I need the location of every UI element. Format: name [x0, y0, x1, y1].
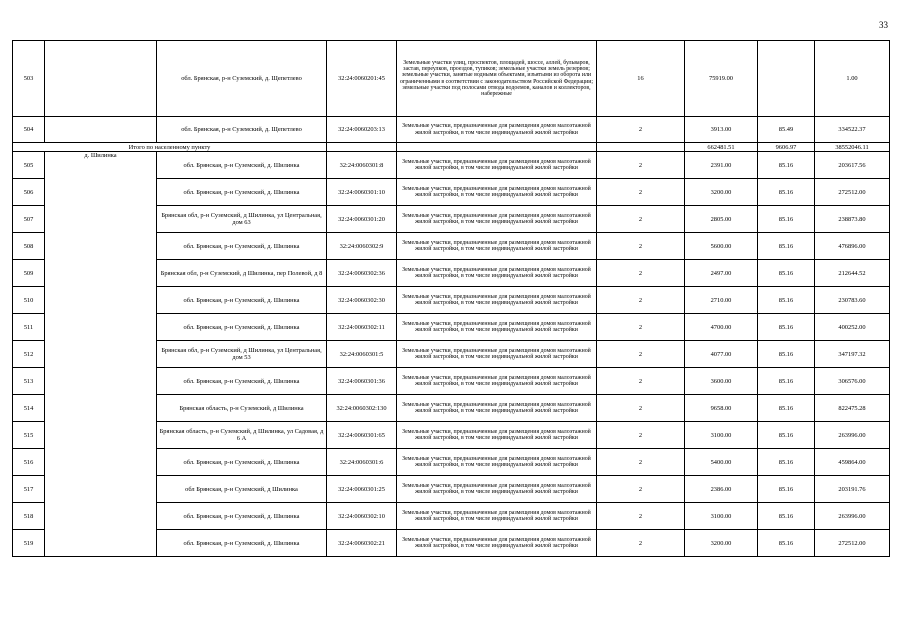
use-group: 2: [597, 206, 685, 233]
area-value: 4700.00: [685, 314, 758, 341]
address-cell: Брянская обл, р-н Суземский, д Шилинка, ул Центральная, дом 63: [157, 206, 327, 233]
specific-value: 85.16: [758, 341, 815, 368]
specific-value: 85.16: [758, 314, 815, 341]
address-cell: обл. Брянская, р-н Суземский, д. Щепетлево: [157, 117, 327, 143]
row-number: 503: [13, 41, 45, 117]
land-use-purpose: Земельные участки, предназначенные для размещения домов малоэтажной жилой застройки, в том числе индивидуальной жилой застройки: [397, 476, 597, 503]
address-cell: обл. Брянская, р-н Суземский, д. Шилинка: [157, 314, 327, 341]
settlement-cell: [45, 41, 157, 117]
specific-value: 85.16: [758, 152, 815, 179]
row-number: 508: [13, 233, 45, 260]
area-value: 5400.00: [685, 449, 758, 476]
land-use-purpose: Земельные участки, предназначенные для размещения домов малоэтажной жилой застройки, в том числе индивидуальной жилой застройки: [397, 206, 597, 233]
use-group: 2: [597, 117, 685, 143]
land-use-purpose: Земельные участки, предназначенные для размещения домов малоэтажной жилой застройки, в том числе индивидуальной жилой застройки: [397, 530, 597, 557]
total-empty: [397, 143, 597, 152]
cadastral-value: 306576.00: [815, 368, 890, 395]
land-use-purpose: Земельные участки, предназначенные для размещения домов малоэтажной жилой застройки, в том числе индивидуальной жилой застройки: [397, 422, 597, 449]
specific-value: 85.16: [758, 476, 815, 503]
area-value: 75919.00: [685, 41, 758, 117]
row-number: 505: [13, 152, 45, 179]
cadastral-value: 230783.60: [815, 287, 890, 314]
area-value: 4077.00: [685, 341, 758, 368]
area-value: 3100.00: [685, 422, 758, 449]
address-cell: обл. Брянская, р-н Суземский, д. Шилинка: [157, 503, 327, 530]
specific-value: 85.16: [758, 422, 815, 449]
cadastral-value: 272512.00: [815, 179, 890, 206]
total-area: 662481.51: [685, 143, 758, 152]
use-group: 2: [597, 503, 685, 530]
cadastral-value: 263996.00: [815, 422, 890, 449]
specific-value: 85.16: [758, 449, 815, 476]
land-use-purpose: Земельные участки, предназначенные для размещения домов малоэтажной жилой застройки, в том числе индивидуальной жилой застройки: [397, 341, 597, 368]
cadastral-value: 203191.76: [815, 476, 890, 503]
specific-value: 85.49: [758, 117, 815, 143]
address-cell: обл. Брянская, р-н Суземский, д. Шилинка: [157, 530, 327, 557]
row-number: 519: [13, 530, 45, 557]
settlement-cell: [45, 117, 157, 143]
row-number: 509: [13, 260, 45, 287]
area-value: 9658.00: [685, 395, 758, 422]
land-use-purpose: Земельные участки, предназначенные для размещения домов малоэтажной жилой застройки, в том числе индивидуальной жилой застройки: [397, 179, 597, 206]
total-value: 38552046.11: [815, 143, 890, 152]
cadastral-number: 32:24:0060302:36: [327, 260, 397, 287]
cadastral-number: 32:24:0060301:10: [327, 179, 397, 206]
address-cell: обл. Брянская, р-н Суземский, д. Шилинка: [157, 179, 327, 206]
table-row: [13, 152, 890, 179]
row-number: 514: [13, 395, 45, 422]
row-number: 512: [13, 341, 45, 368]
specific-value: 85.16: [758, 395, 815, 422]
page-number: 33: [879, 20, 888, 30]
total-label: Итого по населенному пункту: [13, 143, 327, 152]
row-number: 518: [13, 503, 45, 530]
address-cell: обл. Брянская, р-н Суземский, д. Шилинка: [157, 233, 327, 260]
cadastral-number: 32:24:0060203:13: [327, 117, 397, 143]
use-group: 2: [597, 179, 685, 206]
specific-value: 85.16: [758, 206, 815, 233]
cadastral-number: 32:24:0060302:21: [327, 530, 397, 557]
total-empty: [597, 143, 685, 152]
address-cell: обл. Брянская, р-н Суземский, д. Шилинка: [157, 368, 327, 395]
address-cell: Брянская обл, р-н Суземский, д Шилинка, пер Полевой, д 8: [157, 260, 327, 287]
cadastral-number: 32:24:0060301:5: [327, 341, 397, 368]
specific-value: 85.16: [758, 287, 815, 314]
cadastral-number: 32:24:0060301:65: [327, 422, 397, 449]
address-cell: Брянская обл, р-н Суземский, д Шилинка, ул Центральная, дом 53: [157, 341, 327, 368]
land-use-purpose: Земельные участки, предназначенные для размещения домов малоэтажной жилой застройки, в том числе индивидуальной жилой застройки: [397, 260, 597, 287]
cadastral-value: 272512.00: [815, 530, 890, 557]
area-value: 2710.00: [685, 287, 758, 314]
cadastral-number: 32:24:0060302:10: [327, 503, 397, 530]
use-group: 2: [597, 233, 685, 260]
use-group: 2: [597, 260, 685, 287]
row-number: 506: [13, 179, 45, 206]
row-number: 511: [13, 314, 45, 341]
cadastral-number: 32:24:0060302:30: [327, 287, 397, 314]
land-use-purpose: Земельные участки, предназначенные для размещения домов малоэтажной жилой застройки, в том числе индивидуальной жилой застройки: [397, 287, 597, 314]
cadastral-number: 32:24:0060301:8: [327, 152, 397, 179]
area-value: 3600.00: [685, 368, 758, 395]
use-group: 2: [597, 341, 685, 368]
use-group: 2: [597, 314, 685, 341]
cadastral-value: 263996.00: [815, 503, 890, 530]
cadastral-value-table: [12, 40, 890, 557]
row-number: 516: [13, 449, 45, 476]
row-number: 510: [13, 287, 45, 314]
area-value: 2391.00: [685, 152, 758, 179]
row-number: 507: [13, 206, 45, 233]
land-use-purpose: Земельные участки улиц, проспектов, площадей, шоссе, аллей, бульваров, застав, переулков, проездов, тупиков; земельные участки земель резервов; земельные участки, занятые водными объектами, изъятыми из оборота или ограниченными в соответствии с законодательством Российской Федерации; земельные участки под полосами отвода водоемов, каналов и коллекторов, набережные: [397, 41, 597, 117]
land-use-purpose: Земельные участки, предназначенные для размещения домов малоэтажной жилой застройки, в том числе индивидуальной жилой застройки: [397, 395, 597, 422]
land-use-purpose: Земельные участки, предназначенные для размещения домов малоэтажной жилой застройки, в том числе индивидуальной жилой застройки: [397, 503, 597, 530]
address-cell: Брянская область, р-н Суземский, д Шилинка, ул Садовая, д 6 А: [157, 422, 327, 449]
land-use-purpose: Земельные участки, предназначенные для размещения домов малоэтажной жилой застройки, в том числе индивидуальной жилой застройки: [397, 449, 597, 476]
land-use-purpose: Земельные участки, предназначенные для размещения домов малоэтажной жилой застройки, в том числе индивидуальной жилой застройки: [397, 368, 597, 395]
cadastral-value: 334522.37: [815, 117, 890, 143]
area-value: 3100.00: [685, 503, 758, 530]
row-number: 513: [13, 368, 45, 395]
specific-value: 85.16: [758, 233, 815, 260]
use-group: 2: [597, 422, 685, 449]
cadastral-value: 400252.00: [815, 314, 890, 341]
specific-value: [758, 41, 815, 117]
row-number: 517: [13, 476, 45, 503]
address-cell: обл. Брянская, р-н Суземский, д. Щепетлево: [157, 41, 327, 117]
cadastral-value: 822475.28: [815, 395, 890, 422]
cadastral-number: 32:24:0060301:6: [327, 449, 397, 476]
cadastral-number: 32:24:0060302:11: [327, 314, 397, 341]
land-use-purpose: Земельные участки, предназначенные для размещения домов малоэтажной жилой застройки, в том числе индивидуальной жилой застройки: [397, 117, 597, 143]
area-value: 2805.00: [685, 206, 758, 233]
area-value: 2497.00: [685, 260, 758, 287]
cadastral-value: 238873.80: [815, 206, 890, 233]
total-rate: 9606.97: [758, 143, 815, 152]
cadastral-number: 32:24:0060302:130: [327, 395, 397, 422]
specific-value: 85.16: [758, 503, 815, 530]
cadastral-number: 32:24:0060301:36: [327, 368, 397, 395]
address-cell: обл. Брянская, р-н Суземский, д. Шилинка: [157, 449, 327, 476]
use-group: 2: [597, 530, 685, 557]
settlement-rows: [13, 152, 890, 557]
table-row: [13, 117, 890, 143]
area-value: 3913.00: [685, 117, 758, 143]
row-number: 515: [13, 422, 45, 449]
specific-value: 85.16: [758, 530, 815, 557]
use-group: 2: [597, 449, 685, 476]
specific-value: 85.16: [758, 368, 815, 395]
area-value: 3200.00: [685, 530, 758, 557]
use-group: 2: [597, 368, 685, 395]
specific-value: 85.16: [758, 260, 815, 287]
address-cell: обл. Брянская, р-н Суземский, д. Шилинка: [157, 152, 327, 179]
cadastral-number: 32:24:0060302:9: [327, 233, 397, 260]
area-value: 5600.00: [685, 233, 758, 260]
land-use-purpose: Земельные участки, предназначенные для размещения домов малоэтажной жилой застройки, в том числе индивидуальной жилой застройки: [397, 152, 597, 179]
cadastral-value: 476896.00: [815, 233, 890, 260]
cadastral-value: 1.00: [815, 41, 890, 117]
total-row: [13, 143, 890, 152]
land-use-purpose: Земельные участки, предназначенные для размещения домов малоэтажной жилой застройки, в том числе индивидуальной жилой застройки: [397, 233, 597, 260]
use-group: 2: [597, 152, 685, 179]
settlement-name: д. Шилинка: [45, 152, 157, 557]
land-use-purpose: Земельные участки, предназначенные для размещения домов малоэтажной жилой застройки, в том числе индивидуальной жилой застройки: [397, 314, 597, 341]
table-row: [13, 41, 890, 117]
address-cell: обл. Брянская, р-н Суземский, д. Шилинка: [157, 287, 327, 314]
cadastral-number: 32:24:0060301:25: [327, 476, 397, 503]
area-value: 3200.00: [685, 179, 758, 206]
address-cell: Брянская область, р-н Суземский, д Шилинка: [157, 395, 327, 422]
address-cell: обл Брянская, р-н Суземский, д Шилинка: [157, 476, 327, 503]
use-group: 2: [597, 287, 685, 314]
cadastral-value: 347197.32: [815, 341, 890, 368]
total-empty: [327, 143, 397, 152]
cadastral-value: 212644.52: [815, 260, 890, 287]
row-number: 504: [13, 117, 45, 143]
use-group: 16: [597, 41, 685, 117]
use-group: 2: [597, 476, 685, 503]
specific-value: 85.16: [758, 179, 815, 206]
cadastral-number: 32:24:0060301:20: [327, 206, 397, 233]
cadastral-number: 32:24:0060201:45: [327, 41, 397, 117]
area-value: 2386.00: [685, 476, 758, 503]
cadastral-value: 203617.56: [815, 152, 890, 179]
use-group: 2: [597, 395, 685, 422]
cadastral-value: 459864.00: [815, 449, 890, 476]
